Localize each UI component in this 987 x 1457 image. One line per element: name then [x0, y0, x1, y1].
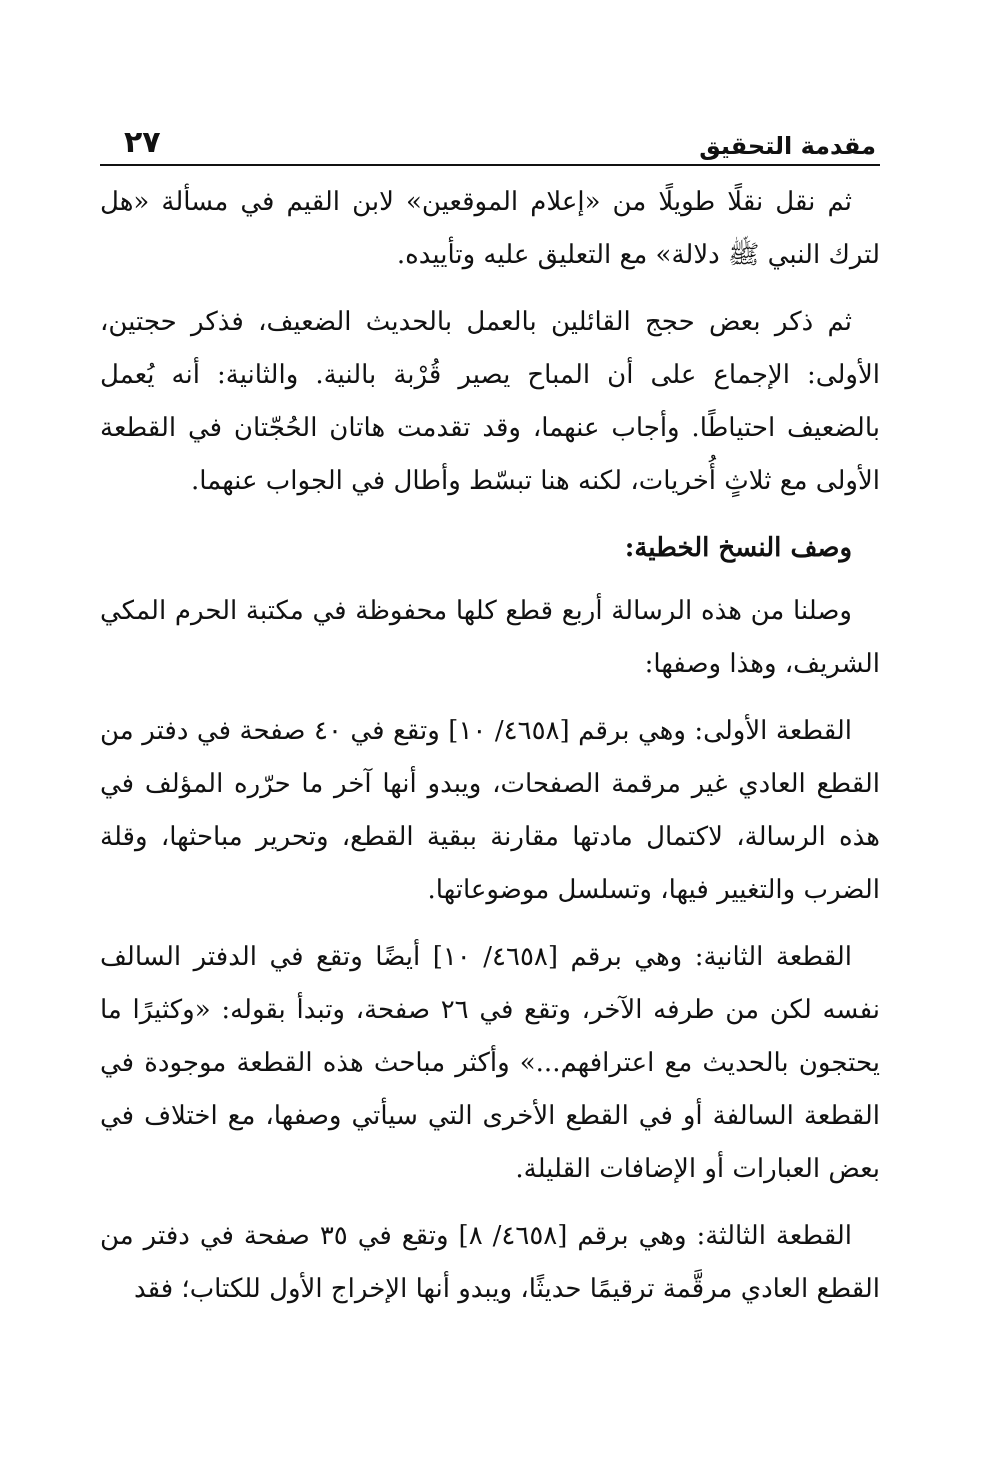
page-number: ٢٧	[124, 125, 161, 160]
paragraph-ibn-qayyim: ثم نقل نقلًا طويلًا من «إعلام الموقعين» لابن القيم في مسألة «هل لترك النبي ﷺ دلالة» مع التعليق عليه وتأييده.	[100, 187, 880, 270]
book-page	[100, 118, 880, 1330]
section-heading-manuscripts: وصف النسخ الخطية:	[624, 533, 852, 563]
paragraph-third-fragment: القطعة الثالثة: وهي برقم [٤٦٥٨/ ٨] وتقع في ٣٥ صفحة في دفتر من القطع العادي مرقَّمة ترقيمًا حديثًا، ويبدو أنها الإخراج الأول للكتاب؛ فقد	[100, 1221, 880, 1304]
header-title: مقدمة التحقيق	[699, 132, 876, 160]
running-header	[100, 118, 880, 166]
paragraph-weak-hadith-arguments: ثم ذكر بعض حجج القائلين بالعمل بالحديث الضعيف، فذكر حجتين، الأولى: الإجماع على أن المباح يصير قُرْبة بالنية. والثانية: أنه يُعمل بالضعيف احتياطًا. وأجاب عنهما، وقد تقدمت هاتان الحُجّتان في القطعة الأولى مع ثلاثٍ أُخريات، لكنه هنا تبسّط وأطال في الجواب عنهما.	[100, 307, 880, 496]
paragraph-second-fragment: القطعة الثانية: وهي برقم [٤٦٥٨/ ١٠] أيضًا وتقع في الدفتر السالف نفسه لكن من طرفه الآخر، وتقع في ٢٦ صفحة، وتبدأ بقوله: «وكثيرًا ما يحتجون بالحديث مع اعترافهم...» وأكثر مباحث هذه القطعة موجودة في القطعة السالفة أو في القطع الأخرى التي سيأتي وصفها، مع اختلاف في بعض العبارات أو الإضافات القليلة.	[100, 942, 880, 1184]
paragraph-first-fragment: القطعة الأولى: وهي برقم [٤٦٥٨/ ١٠] وتقع في ٤٠ صفحة في دفتر من القطع العادي غير مرقمة الصفحات، ويبدو أنها آخر ما حرّره المؤلف في هذه الرسالة، لاكتمال مادتها مقارنة ببقية القطع، وتحرير مباحثها، وقلة الضرب والتغيير فيها، وتسلسل موضوعاتها.	[100, 716, 880, 905]
page-body	[100, 176, 880, 1316]
paragraph-manuscripts-intro: وصلنا من هذه الرسالة أربع قطع كلها محفوظة في مكتبة الحرم المكي الشريف، وهذا وصفها:	[100, 596, 880, 679]
